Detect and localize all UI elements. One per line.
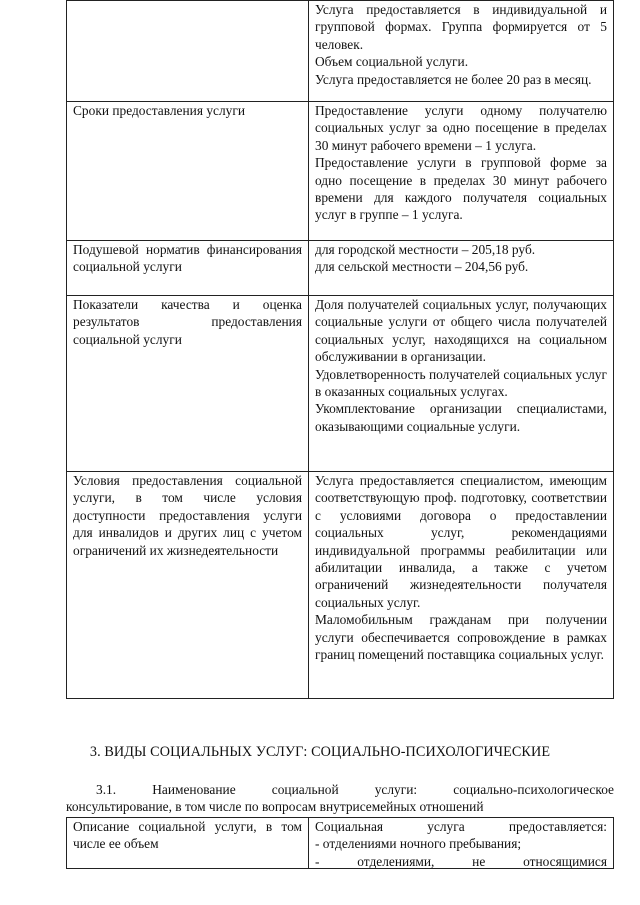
table-row bbox=[67, 1, 614, 102]
row-label: Показатели качества и оценка результатов предоставления социальной услуги bbox=[67, 296, 309, 472]
row-label: Сроки предоставления услуги bbox=[67, 102, 309, 241]
row-label: Подушевой норматив финансирования социальной услуги bbox=[67, 241, 309, 296]
row-value-paragraph: Маломобильным гражданам при получении услуги обеспечивается сопровождение в рамках границ помещений поставщика социальных услуг. bbox=[315, 612, 607, 663]
row-value-paragraph: Удовлетворенность получателей социальных услуг в оказанных социальных услугах. bbox=[315, 366, 607, 400]
service-description-table bbox=[66, 817, 614, 869]
row-value bbox=[309, 102, 614, 241]
row-value bbox=[309, 472, 614, 699]
row-value-paragraph: - отделениями ночного пребывания; bbox=[315, 836, 522, 852]
row-value-paragraph: Услуга предоставляется специалистом, имеющим соответствующую проф. подготовку, соответствии с условиями договора о предоставлении социальных услуг, рекомендациями индивидуальной программы реабилитации или абилитации инвалида, а также с учетом ограничений жизнедеятельности получателя социальных услуг. bbox=[315, 473, 607, 610]
row-value-paragraph: Предоставление услуги одному получателю социальных услуг за одно посещение в пределах 30 минут рабочего времени – 1 услуга. bbox=[315, 103, 607, 153]
row-label-text: Описание социальной услуги, в том числе ее объем bbox=[73, 819, 302, 852]
row-value-paragraph: Услуга предоставляется не более 20 раз в месяц. bbox=[315, 71, 592, 87]
subsection-line: консультирование, в том числе по вопросам внутрисемейных отношений bbox=[66, 799, 484, 815]
row-value-paragraph: Доля получателей социальных услуг, получающих социальные услуги от общего числа получателей социальных услуг, находящихся на социальном обслуживании в организации. bbox=[315, 297, 607, 365]
table-row bbox=[67, 241, 614, 296]
row-value-paragraph: Предоставление услуги в групповой форме за одно посещение в пределах 30 минут рабочего времени для каждого получателя социальных услуг в группе – 1 услуга. bbox=[315, 155, 607, 223]
table-row bbox=[67, 472, 614, 699]
subsection-title bbox=[66, 781, 614, 816]
table-row bbox=[67, 296, 614, 472]
row-value bbox=[309, 818, 614, 869]
service-details-table bbox=[66, 0, 614, 699]
row-value bbox=[309, 241, 614, 296]
row-value bbox=[309, 1, 614, 102]
subsection-line: 3.1. Наименование социальной услуги: социально-психологическое bbox=[96, 782, 614, 797]
row-value-paragraph: Социальная услуга предоставляется: bbox=[315, 819, 607, 834]
row-value-paragraph: Объем социальной услуги. bbox=[315, 54, 469, 70]
section-heading: 3. ВИДЫ СОЦИАЛЬНЫХ УСЛУГ: СОЦИАЛЬНО-ПСИХОЛОГИЧЕСКИЕ bbox=[89, 744, 551, 760]
table-row bbox=[67, 818, 614, 869]
row-value-paragraph: для городской местности – 205,18 руб. bbox=[315, 242, 536, 257]
table-row bbox=[67, 102, 614, 241]
row-value-paragraph: Услуга предоставляется в индивидуальной и групповой формах. Группа формируется от 5 человек. bbox=[315, 2, 607, 52]
row-label bbox=[67, 1, 309, 102]
row-value-paragraph: - отделениями, не относящимися bbox=[315, 853, 607, 868]
row-label bbox=[67, 818, 309, 869]
row-value bbox=[309, 296, 614, 472]
row-value-paragraph: Укомплектование организации специалистами, оказывающими социальные услуги. bbox=[315, 401, 607, 434]
row-label: Условия предоставления социальной услуги, в том числе условия доступности предоставления услуги для инвалидов и других лиц с учетом ограничений их жизнедеятельности bbox=[67, 472, 309, 699]
row-value-paragraph: для сельской местности – 204,56 руб. bbox=[315, 259, 529, 275]
